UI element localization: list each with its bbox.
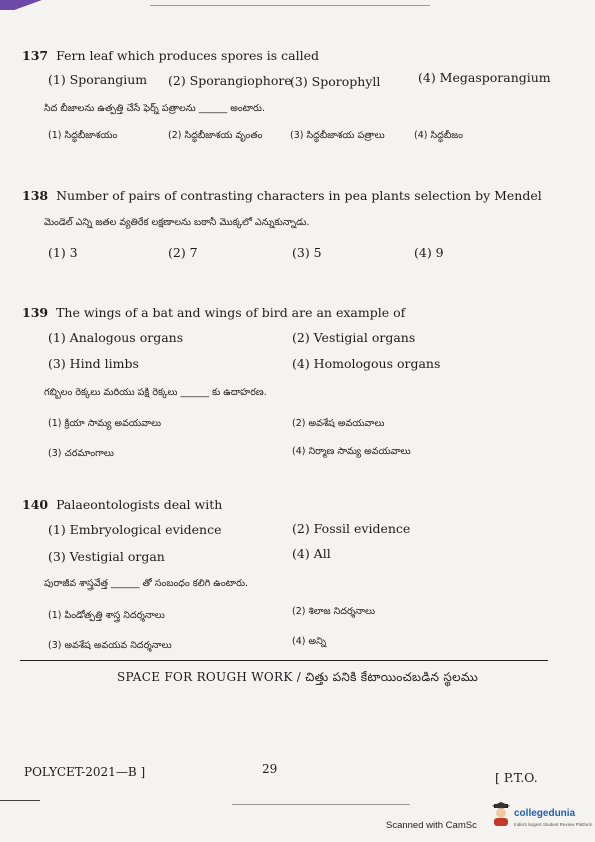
option-1: (1) Sporangium [48,72,148,87]
telugu-option-2: (2) శిలాజ నిదర్శనాలు [292,606,376,617]
question-number: 138 [22,188,49,203]
option-4: (4) Homologous organs [292,356,441,371]
page-number: 29 [262,762,278,776]
question-stem [22,48,319,63]
bottom-rule [232,804,410,805]
scan-watermark: Scanned with CamSc [386,820,477,831]
scan-edge-mark [0,800,40,801]
telugu-option-3: (3) చరమాంగాలు [48,448,114,459]
pto-label: [ P.T.O. [495,770,538,785]
telugu-option-1: (1) పిండోత్పత్తి శాస్త్ర నిదర్శనాలు [48,610,165,621]
question-text: Fern leaf which produces spores is called [56,48,319,63]
telugu-option-4: (4) అన్ని [292,636,326,647]
student-avatar-icon [490,802,512,826]
rough-work-divider [20,660,548,661]
question-text: The wings of a bat and wings of bird are an example of [56,305,406,320]
telugu-option-4: (4) నిర్మాణ సామ్య అవయవాలు [292,446,411,457]
brand-name: collegedunia [514,808,576,819]
option-2: (2) Vestigial organs [292,330,416,345]
telugu-question: మెండెల్ ఎన్ని జతల వ్యతిరేక లక్షణాలను బఠానీ మొక్కలో ఎన్నుకున్నాడు. [44,217,310,228]
option-2: (2) 7 [168,245,198,260]
option-1: (1) 3 [48,245,78,260]
question-number: 137 [22,48,49,63]
option-3: (3) 5 [292,245,322,260]
option-3: (3) Vestigial organ [48,549,165,564]
brand-tagline: India's largest Student Review Platform [514,822,593,827]
telugu-question: సిద బీజాలను ఉత్పత్తి చేసే ఫెర్న్ పత్రాలను ______ అంటారు. [44,103,265,114]
telugu-option-2: (2) సిద్ధబీజాశయ వృంతం [168,130,263,141]
option-2: (2) Fossil evidence [292,521,411,536]
telugu-option-3: (3) సిద్ధబీజాశయ పత్రాలు [290,130,385,141]
telugu-option-2: (2) అవశేష అవయవాలు [292,418,385,429]
option-4: (4) 9 [414,245,444,260]
question-stem [22,497,222,512]
option-4: (4) All [292,546,331,561]
top-rule [150,5,430,6]
option-1: (1) Analogous organs [48,330,184,345]
question-number: 140 [22,497,49,512]
option-2: (2) Sporangiophore [168,73,292,88]
telugu-question: పురాజీవ శాస్త్రవేత్త ______ తో సంబంధం కలిగి ఉంటారు. [44,578,249,589]
brand-logo [490,802,593,832]
corner-accent [0,0,48,10]
option-3: (3) Hind limbs [48,356,139,371]
telugu-question: గబ్బిలం రెక్కలు మరియు పక్షి రెక్కలు ______ కు ఉదాహరణ. [44,387,267,398]
question-stem [22,305,405,320]
option-3: (3) Sporophyll [290,74,381,89]
top-strip [0,0,595,12]
rough-work-label: SPACE FOR ROUGH WORK / చిత్తు పనికి కేటాయించబడిన స్థలము [116,670,479,684]
paper-code: POLYCET-2021—B ] [24,765,146,779]
question-stem [22,188,542,203]
telugu-option-1: (1) క్రియా సామ్య అవయవాలు [48,418,162,429]
question-number: 139 [22,305,49,320]
telugu-option-1: (1) సిద్ధబీజాశయం [48,130,118,141]
option-1: (1) Embryological evidence [48,522,222,537]
question-text: Number of pairs of contrasting characters in pea plants selection by Mendel [56,188,542,203]
telugu-option-4: (4) సిద్ధబీజం [414,130,463,141]
option-4: (4) Megasporangium [418,70,551,85]
telugu-option-3: (3) అవశేష అవయవ నిదర్శనాలు [48,640,172,651]
question-text: Palaeontologists deal with [56,497,223,512]
